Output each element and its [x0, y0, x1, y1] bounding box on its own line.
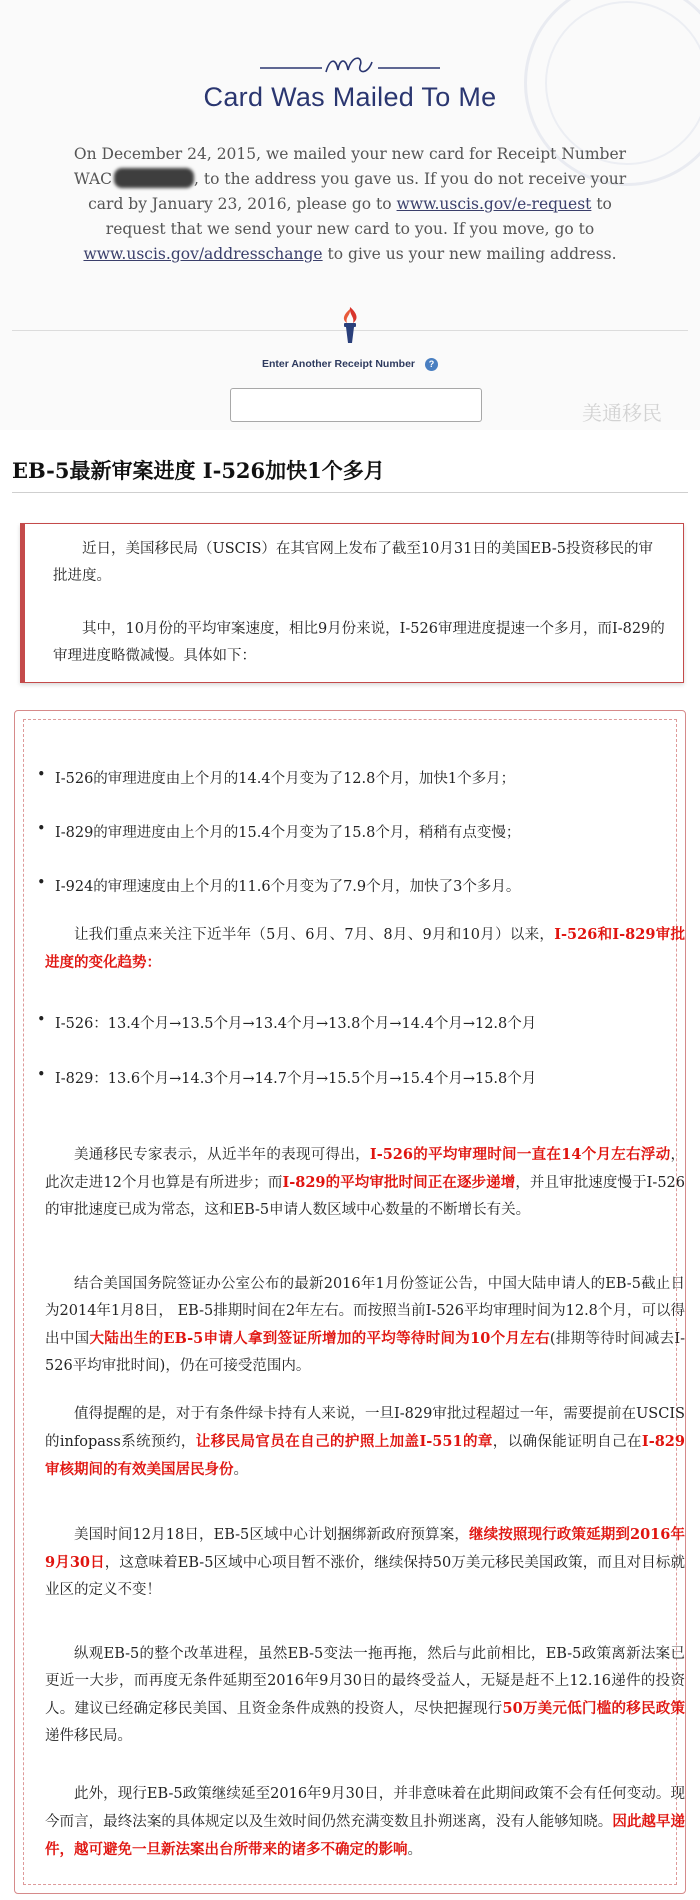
list-item: • I-924的审理速度由上个月的11.6个月变为了7.9个月，加快了3个多月。 — [55, 875, 520, 896]
torch-icon — [337, 305, 363, 345]
highlight-text: I-829的平均审批时间正在逐步递增 — [282, 1174, 516, 1191]
msg-text: to request that we send your new card to you. If you move, go to — [105, 195, 612, 238]
list-item: • I-526的审理进度由上个月的14.4个月变为了12.8个月，加快1个多月； — [55, 767, 515, 788]
addresschange-link[interactable]: www.uscis.gov/addresschange — [83, 245, 323, 263]
text: 递件移民局。 — [45, 1728, 132, 1744]
highlight-text: I-526和I-829审批进度的变化趋势： — [45, 926, 686, 971]
intro-box — [20, 523, 684, 683]
help-icon[interactable]: ? — [425, 358, 438, 371]
paragraph-extension — [45, 1521, 685, 1604]
msg-text: to give us your new mailing address. — [322, 245, 617, 263]
text: 结合美国国务院签证办公室公布的最新2016年1月份签证公告，中国大陆申请人的EB-5截止日为2014年1月8日， EB-5排期时间在2年左右。而按照当前I-526平均审理时间为12.8个月，可以得出中国 — [45, 1276, 685, 1347]
trend-i829: • I-829：13.6个月→14.3个月→14.7个月→15.5个月→15.4个月→15.8个月 — [55, 1067, 536, 1088]
paragraph-conclusion — [45, 1781, 685, 1864]
highlight-text: I-526的平均审理时间一直在14个月左右浮动 — [369, 1146, 671, 1163]
highlight-text: 大陆出生的EB-5申请人拿到签证所增加的平均等待时间为10个月左右 — [89, 1330, 550, 1347]
text: ，此次走进12个月也算是有所进步；而 — [45, 1147, 685, 1191]
text: 美国时间12月18日，EB-5区域中心计划捆绑新政府预算案， — [74, 1527, 469, 1543]
text: 纵观EB-5的整个改革进程，虽然EB-5变法一拖再拖，然后与此前相比，EB-5政策离新法案已更近一大步，而再度无条件延期至2016年9月30日的最终受益人，无疑是赶不上12.16递件的投资人。建议已经确定移民美国、且资金条件成熟的投资人，尽快把握现行 — [45, 1646, 685, 1717]
article-title: EB-5最新审案进度 I-526加快1个多月 — [12, 458, 385, 483]
msg-text: On December 24, 2015, we mailed your new card for Receipt Number WAC — [73, 145, 627, 188]
paragraph-reform — [45, 1641, 685, 1750]
focus-paragraph — [45, 921, 685, 977]
text: 。 — [407, 1842, 422, 1858]
intro-paragraph-2: 其中，10月份的平均审案速度，相比9月份来说，I-526审理进度提速一个多月，而I-829的审理进度略微减慢。具体如下： — [53, 621, 665, 664]
watermark: 美通移民 — [582, 401, 662, 425]
highlight-text: I-829审核期间的有效美国居民身份 — [45, 1433, 685, 1478]
text: 美通移民专家表示，从近半年的表现可得出， — [74, 1147, 370, 1163]
e-request-link[interactable]: www.uscis.gov/e-request — [396, 195, 592, 213]
text: 值得提醒的是，对于有条件绿卡持有人来说，一旦I-829审批过程超过一年，需要提前在USCIS的infopass系统预约， — [45, 1406, 685, 1450]
paragraph-visa-bulletin — [45, 1271, 685, 1380]
paragraph-expert — [45, 1141, 685, 1224]
card-message — [70, 142, 630, 267]
flourish-divider-icon — [260, 50, 440, 80]
highlight-text: 让移民局官员在自己的护照上加盖I-551的章 — [195, 1433, 493, 1450]
text: (排期等待时间减去I-526平均审批时间)，仍在可接受范围内。 — [45, 1331, 685, 1374]
highlight-text: 因此越早递件，越可避免一旦新法案出台所带来的诸多不确定的影响 — [45, 1813, 685, 1858]
enter-label-text: Enter Another Receipt Number — [261, 358, 416, 370]
text: 此外，现行EB-5政策继续延至2016年9月30日，并非意味着在此期间政策不会有任何变动。现今而言，最终法案的具体规定以及生效时间仍然充满变数且扑朔迷离，没有人能够知晓。 — [45, 1786, 685, 1830]
trend-i526: • I-526：13.4个月→13.5个月→13.4个月→13.8个月→14.4个月→12.8个月 — [55, 1012, 536, 1033]
intro-paragraph-1: 近日，美国移民局（USCIS）在其官网上发布了截至10月31日的美国EB-5投资移民的审批进度。 — [53, 541, 653, 584]
paragraph-reminder — [45, 1401, 685, 1484]
highlight-text: 50万美元低门槛的移民政策 — [502, 1700, 685, 1717]
text: ，这意味着EB-5区域中心项目暂不涨价，继续保持50万美元移民美国政策，而且对目标就业区的定义不变！ — [45, 1555, 685, 1598]
msg-text: , to the address you gave us. If you do not receive your card by January 23, 2016, please go to — [88, 170, 627, 213]
list-item: • I-829的审理进度由上个月的15.4个月变为了15.8个月，稍稍有点变慢； — [55, 821, 520, 842]
text: ，并且审批速度慢于I-526的审批速度已成为常态，这和EB-5申请人数区域中心数量的不断增长有关。 — [45, 1175, 685, 1218]
card-title: Card Was Mailed To Me — [203, 82, 497, 112]
title-divider — [12, 492, 688, 493]
text: ，以确保能证明自己在 — [492, 1434, 642, 1450]
uscis-card — [0, 0, 700, 430]
text: 。 — [233, 1462, 248, 1478]
main-content-box — [14, 710, 686, 1894]
receipt-number-input[interactable] — [230, 388, 482, 422]
text: 让我们重点来关注下近半年（5月、6月、7月、8月、9月和10月）以来， — [74, 927, 555, 943]
redacted-receipt — [114, 168, 194, 188]
highlight-text: 继续按照现行政策延期到2016年9月30日 — [45, 1526, 685, 1571]
enter-receipt-label — [0, 358, 700, 371]
